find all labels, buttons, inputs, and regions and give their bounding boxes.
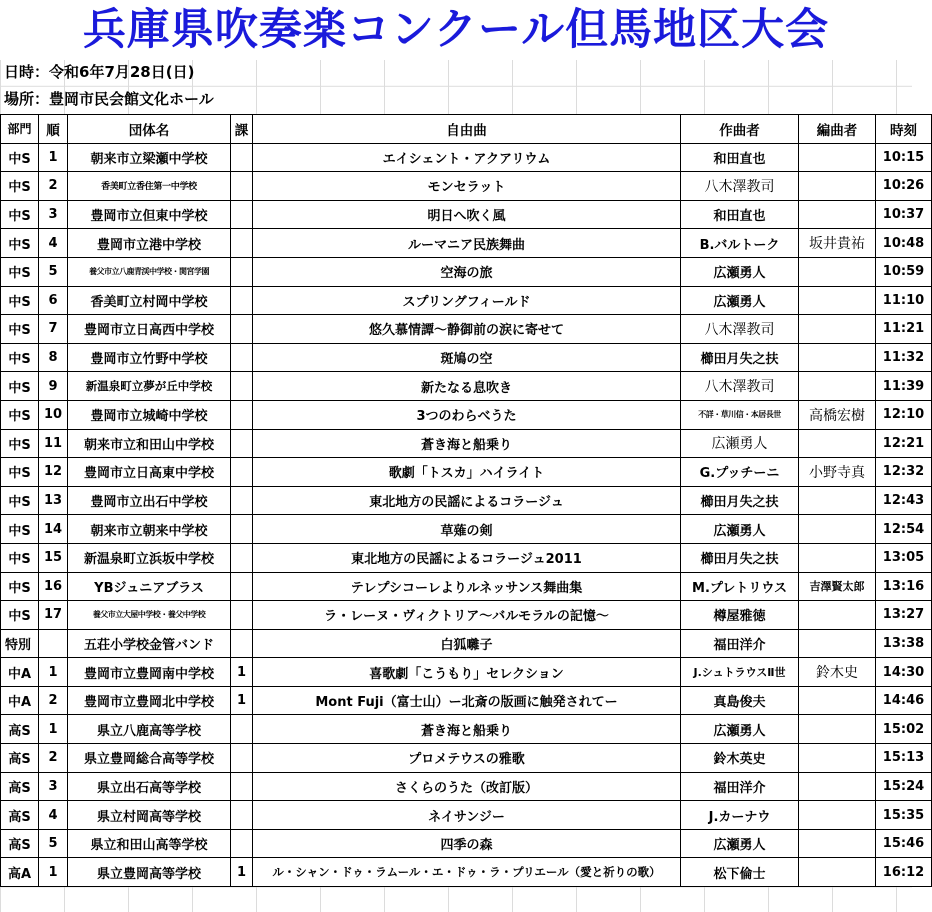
cell-arranger <box>799 257 876 286</box>
cell-composer: B.バルトーク <box>681 229 799 258</box>
cell-time: 11:10 <box>876 286 932 315</box>
cell-composer: 福田洋介 <box>681 772 799 801</box>
cell-division: 中S <box>1 601 39 630</box>
cell-song: プロメテウスの雅歌 <box>253 744 681 773</box>
cell-group: 新温泉町立浜坂中学校 <box>68 543 231 572</box>
cell-group: 朝来市立和田山中学校 <box>68 429 231 458</box>
cell-division: 中S <box>1 343 39 372</box>
cell-time: 15:46 <box>876 829 932 858</box>
cell-time: 15:35 <box>876 801 932 830</box>
cell-composer: 樽屋雅徳 <box>681 601 799 630</box>
cell-song: スプリングフィールド <box>253 286 681 315</box>
cell-time: 16:12 <box>876 858 932 887</box>
cell-ka <box>231 543 253 572</box>
cell-song: 悠久慕情譚～静御前の涙に寄せて <box>253 315 681 344</box>
cell-ka <box>231 429 253 458</box>
cell-ka <box>231 829 253 858</box>
cell-division: 中S <box>1 400 39 429</box>
cell-song: 東北地方の民謡によるコラージュ <box>253 486 681 515</box>
place-line: 場所：豊岡市民会館文化ホール <box>4 90 214 108</box>
cell-ka <box>231 200 253 229</box>
cell-arranger <box>799 601 876 630</box>
cell-ka <box>231 229 253 258</box>
cell-composer: 広瀬勇人 <box>681 429 799 458</box>
cell-order: 15 <box>39 543 68 572</box>
cell-composer: 広瀬勇人 <box>681 515 799 544</box>
cell-group: 香美町立村岡中学校 <box>68 286 231 315</box>
cell-order: 10 <box>39 400 68 429</box>
header-ka: 課 <box>231 115 253 144</box>
cell-group: YBジュニアブラス <box>68 572 231 601</box>
cell-order: 1 <box>39 715 68 744</box>
cell-group: 朝来市立朝来中学校 <box>68 515 231 544</box>
cell-arranger <box>799 515 876 544</box>
cell-arranger <box>799 543 876 572</box>
cell-ka <box>231 572 253 601</box>
table-row <box>1 686 932 715</box>
cell-ka <box>231 315 253 344</box>
date-line: 日時：令和6年7月28日(日) <box>4 63 195 81</box>
header-composer: 作曲者 <box>681 115 799 144</box>
cell-composer: 和田直也 <box>681 200 799 229</box>
cell-order: 5 <box>39 829 68 858</box>
cell-composer: 松下倫士 <box>681 858 799 887</box>
cell-order: 9 <box>39 372 68 401</box>
cell-group: 豊岡市立但東中学校 <box>68 200 231 229</box>
cell-division: 高S <box>1 829 39 858</box>
cell-song: さくらのうた（改訂版） <box>253 772 681 801</box>
cell-order: 3 <box>39 200 68 229</box>
cell-group: 朝来市立梁瀬中学校 <box>68 143 231 172</box>
cell-time: 15:02 <box>876 715 932 744</box>
cell-order: 8 <box>39 343 68 372</box>
cell-arranger: 坂井貴祐 <box>799 229 876 258</box>
cell-arranger <box>799 286 876 315</box>
header-division: 部門 <box>1 115 39 144</box>
cell-order: 1 <box>39 143 68 172</box>
cell-order <box>39 629 68 658</box>
cell-time: 13:38 <box>876 629 932 658</box>
cell-group: 県立豊岡高等学校 <box>68 858 231 887</box>
cell-composer: 八木澤教司 <box>681 172 799 201</box>
table-row <box>1 515 932 544</box>
cell-arranger <box>799 486 876 515</box>
cell-group: 豊岡市立竹野中学校 <box>68 343 231 372</box>
table-row <box>1 772 932 801</box>
cell-arranger <box>799 715 876 744</box>
cell-ka: 1 <box>231 658 253 687</box>
table-row <box>1 486 932 515</box>
cell-song: ルーマニア民族舞曲 <box>253 229 681 258</box>
cell-time: 13:05 <box>876 543 932 572</box>
cell-composer: 広瀬勇人 <box>681 286 799 315</box>
cell-arranger: 小野寺真 <box>799 458 876 487</box>
cell-division: 中S <box>1 458 39 487</box>
cell-order: 13 <box>39 486 68 515</box>
cell-song: 空海の旅 <box>253 257 681 286</box>
cell-arranger: 吉澤賢太郎 <box>799 572 876 601</box>
cell-division: 高S <box>1 744 39 773</box>
cell-ka <box>231 286 253 315</box>
cell-composer: M.プレトリウス <box>681 572 799 601</box>
cell-order: 3 <box>39 772 68 801</box>
cell-composer: 和田直也 <box>681 143 799 172</box>
cell-order: 2 <box>39 744 68 773</box>
table-row <box>1 257 932 286</box>
table-row <box>1 315 932 344</box>
cell-time: 14:30 <box>876 658 932 687</box>
cell-group: 養父市立大屋中学校・養父中学校 <box>68 601 231 630</box>
cell-composer: 櫛田月失之扶 <box>681 543 799 572</box>
cell-song: テレプシコーレよりルネッサンス舞曲集 <box>253 572 681 601</box>
cell-song: 白狐囃子 <box>253 629 681 658</box>
cell-order: 2 <box>39 686 68 715</box>
cell-division: 中S <box>1 229 39 258</box>
cell-composer: 真島俊夫 <box>681 686 799 715</box>
cell-group: 豊岡市立豊岡北中学校 <box>68 686 231 715</box>
table-row <box>1 143 932 172</box>
cell-song: 草薙の剣 <box>253 515 681 544</box>
cell-composer: 八木澤教司 <box>681 315 799 344</box>
cell-group: 豊岡市立日高東中学校 <box>68 458 231 487</box>
cell-group: 豊岡市立豊岡南中学校 <box>68 658 231 687</box>
cell-group: 養父市立八鹿青渓中学校・関宮学園 <box>68 257 231 286</box>
table-row <box>1 200 932 229</box>
cell-division: 高A <box>1 858 39 887</box>
cell-arranger <box>799 372 876 401</box>
cell-arranger <box>799 858 876 887</box>
cell-arranger <box>799 801 876 830</box>
cell-ka <box>231 458 253 487</box>
cell-time: 15:24 <box>876 772 932 801</box>
table-row <box>1 343 932 372</box>
cell-division: 中S <box>1 286 39 315</box>
table-row <box>1 229 932 258</box>
cell-time: 12:10 <box>876 400 932 429</box>
cell-division: 高S <box>1 715 39 744</box>
cell-song: ラ・レーヌ・ヴィクトリア～バルモラルの記憶～ <box>253 601 681 630</box>
cell-group: 県立八鹿高等学校 <box>68 715 231 744</box>
cell-ka <box>231 172 253 201</box>
cell-order: 14 <box>39 515 68 544</box>
table-row <box>1 400 932 429</box>
cell-arranger <box>799 172 876 201</box>
table-row <box>1 458 932 487</box>
cell-division: 中S <box>1 315 39 344</box>
cell-group: 県立和田山高等学校 <box>68 829 231 858</box>
cell-composer: 広瀬勇人 <box>681 257 799 286</box>
cell-arranger <box>799 200 876 229</box>
cell-order: 4 <box>39 229 68 258</box>
cell-song: 斑鳩の空 <box>253 343 681 372</box>
cell-composer: 福田洋介 <box>681 629 799 658</box>
table-row <box>1 572 932 601</box>
cell-time: 12:32 <box>876 458 932 487</box>
cell-time: 10:26 <box>876 172 932 201</box>
table-row <box>1 858 932 887</box>
cell-division: 中S <box>1 572 39 601</box>
cell-group: 香美町立香住第一中学校 <box>68 172 231 201</box>
cell-order: 11 <box>39 429 68 458</box>
cell-ka: 1 <box>231 686 253 715</box>
table-row <box>1 543 932 572</box>
cell-time: 14:46 <box>876 686 932 715</box>
cell-arranger <box>799 143 876 172</box>
table-row <box>1 744 932 773</box>
cell-time: 10:37 <box>876 200 932 229</box>
cell-order: 17 <box>39 601 68 630</box>
cell-composer: 櫛田月失之扶 <box>681 343 799 372</box>
cell-arranger <box>799 772 876 801</box>
cell-group: 新温泉町立夢が丘中学校 <box>68 372 231 401</box>
cell-ka <box>231 772 253 801</box>
table-row <box>1 601 932 630</box>
cell-group: 豊岡市立出石中学校 <box>68 486 231 515</box>
cell-order: 5 <box>39 257 68 286</box>
cell-arranger <box>799 429 876 458</box>
header-arranger: 編曲者 <box>799 115 876 144</box>
cell-arranger <box>799 744 876 773</box>
table-row <box>1 715 932 744</box>
cell-song: 東北地方の民謡によるコラージュ2011 <box>253 543 681 572</box>
cell-song: 歌劇「トスカ」ハイライト <box>253 458 681 487</box>
cell-group: 県立豊岡総合高等学校 <box>68 744 231 773</box>
cell-time: 11:39 <box>876 372 932 401</box>
cell-song: 蒼き海と船乗り <box>253 429 681 458</box>
cell-song: モンセラット <box>253 172 681 201</box>
cell-ka <box>231 400 253 429</box>
cell-arranger: 高橋宏樹 <box>799 400 876 429</box>
cell-ka <box>231 629 253 658</box>
header-song: 自由曲 <box>253 115 681 144</box>
table-row <box>1 429 932 458</box>
table-row <box>1 801 932 830</box>
cell-division: 中S <box>1 200 39 229</box>
header-time: 時刻 <box>876 115 932 144</box>
cell-time: 10:48 <box>876 229 932 258</box>
cell-arranger <box>799 315 876 344</box>
cell-composer: 不詳・草川信・本居長世 <box>681 400 799 429</box>
cell-division: 中S <box>1 429 39 458</box>
cell-division: 中A <box>1 658 39 687</box>
cell-group: 五荘小学校金管バンド <box>68 629 231 658</box>
cell-division: 中S <box>1 172 39 201</box>
cell-time: 12:43 <box>876 486 932 515</box>
cell-composer: 櫛田月失之扶 <box>681 486 799 515</box>
cell-ka <box>231 143 253 172</box>
cell-order: 6 <box>39 286 68 315</box>
cell-time: 13:27 <box>876 601 932 630</box>
cell-group: 県立村岡高等学校 <box>68 801 231 830</box>
cell-group: 豊岡市立日高西中学校 <box>68 315 231 344</box>
cell-order: 1 <box>39 658 68 687</box>
cell-time: 12:21 <box>876 429 932 458</box>
page-title: 兵庫県吹奏楽コンクール但馬地区大会 <box>0 0 912 60</box>
cell-ka <box>231 744 253 773</box>
schedule-table <box>0 114 932 887</box>
cell-order: 7 <box>39 315 68 344</box>
cell-division: 中S <box>1 372 39 401</box>
table-row <box>1 829 932 858</box>
cell-ka <box>231 257 253 286</box>
cell-composer: J.シュトラウスⅡ世 <box>681 658 799 687</box>
cell-time: 10:59 <box>876 257 932 286</box>
cell-ka: 1 <box>231 858 253 887</box>
cell-group: 豊岡市立城崎中学校 <box>68 400 231 429</box>
cell-ka <box>231 801 253 830</box>
cell-composer: G.プッチーニ <box>681 458 799 487</box>
cell-song: 明日へ吹く風 <box>253 200 681 229</box>
cell-composer: 鈴木英史 <box>681 744 799 773</box>
cell-group: 豊岡市立港中学校 <box>68 229 231 258</box>
table-row <box>1 172 932 201</box>
cell-composer: 八木澤教司 <box>681 372 799 401</box>
cell-division: 中S <box>1 257 39 286</box>
cell-order: 2 <box>39 172 68 201</box>
cell-division: 特別 <box>1 629 39 658</box>
cell-ka <box>231 343 253 372</box>
cell-time: 11:21 <box>876 315 932 344</box>
cell-arranger: 鈴木史 <box>799 658 876 687</box>
cell-order: 12 <box>39 458 68 487</box>
cell-song: Mont Fuji（富士山）ー北斎の版画に触発されてー <box>253 686 681 715</box>
cell-group: 県立出石高等学校 <box>68 772 231 801</box>
cell-division: 中S <box>1 486 39 515</box>
cell-song: 蒼き海と船乗り <box>253 715 681 744</box>
cell-time: 15:13 <box>876 744 932 773</box>
cell-ka <box>231 372 253 401</box>
cell-time: 11:32 <box>876 343 932 372</box>
cell-arranger <box>799 686 876 715</box>
cell-division: 中S <box>1 143 39 172</box>
cell-order: 4 <box>39 801 68 830</box>
cell-song: 四季の森 <box>253 829 681 858</box>
cell-ka <box>231 715 253 744</box>
cell-division: 中S <box>1 515 39 544</box>
table-row <box>1 286 932 315</box>
cell-song: ネイサンジー <box>253 801 681 830</box>
cell-time: 12:54 <box>876 515 932 544</box>
cell-song: 3つのわらべうた <box>253 400 681 429</box>
cell-division: 高S <box>1 801 39 830</box>
cell-composer: J.カーナウ <box>681 801 799 830</box>
cell-time: 13:16 <box>876 572 932 601</box>
cell-arranger <box>799 343 876 372</box>
table-row <box>1 658 932 687</box>
table-row <box>1 629 932 658</box>
cell-arranger <box>799 829 876 858</box>
cell-time: 10:15 <box>876 143 932 172</box>
cell-composer: 広瀬勇人 <box>681 829 799 858</box>
cell-ka <box>231 601 253 630</box>
cell-composer: 広瀬勇人 <box>681 715 799 744</box>
cell-song: ル・シャン・ドゥ・ラムール・エ・ドゥ・ラ・プリエール（愛と祈りの歌） <box>253 858 681 887</box>
cell-division: 中S <box>1 543 39 572</box>
cell-ka <box>231 486 253 515</box>
cell-order: 16 <box>39 572 68 601</box>
cell-song: エイシェント・アクアリウム <box>253 143 681 172</box>
header-order: 順 <box>39 115 68 144</box>
cell-division: 中A <box>1 686 39 715</box>
cell-division: 高S <box>1 772 39 801</box>
header-row <box>1 115 932 144</box>
cell-song: 新たなる息吹き <box>253 372 681 401</box>
cell-song: 喜歌劇「こうもり」セレクション <box>253 658 681 687</box>
table-row <box>1 372 932 401</box>
cell-arranger <box>799 629 876 658</box>
header-group: 団体名 <box>68 115 231 144</box>
cell-order: 1 <box>39 858 68 887</box>
cell-ka <box>231 515 253 544</box>
